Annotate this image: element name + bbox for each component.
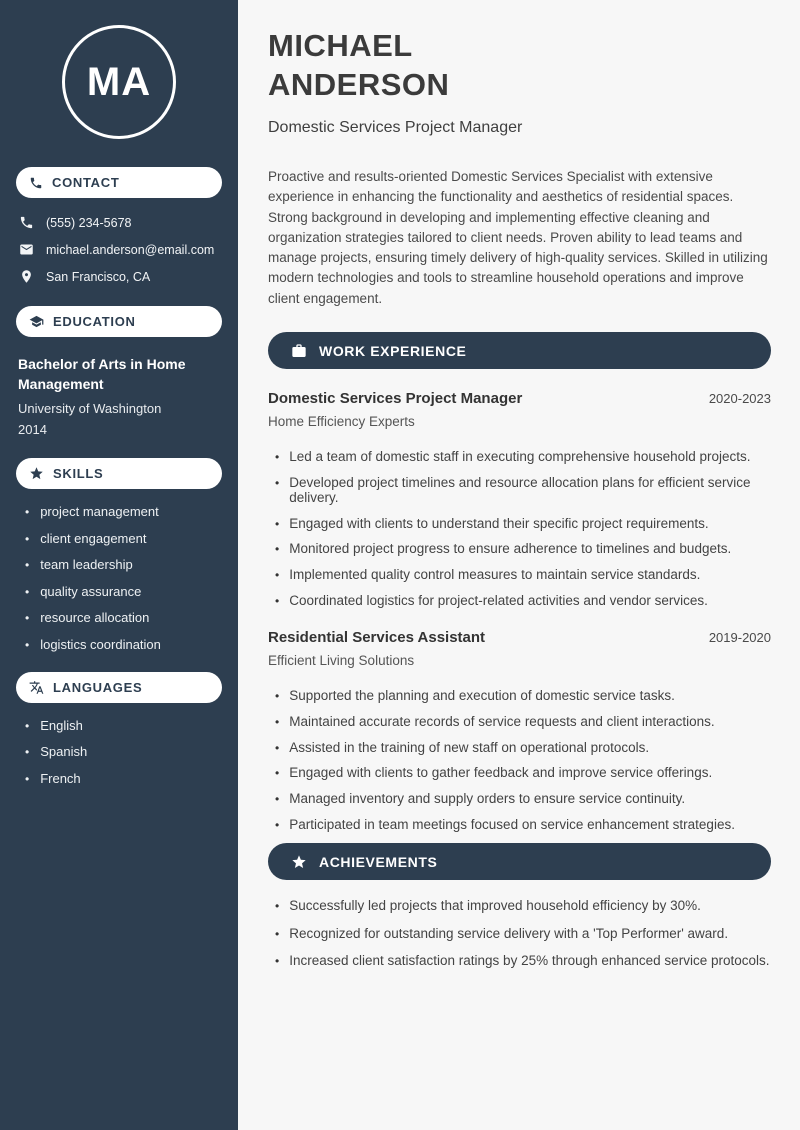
sidebar xyxy=(0,0,238,1130)
contact-location xyxy=(19,269,222,284)
job-bullet-list xyxy=(268,688,771,832)
job-bullet-text: Supported the planning and execution of domestic service tasks. xyxy=(289,688,675,704)
job-bullet xyxy=(275,817,771,832)
achievements-section-title: ACHIEVEMENTS xyxy=(319,853,438,870)
skill-item xyxy=(25,557,222,572)
star-icon xyxy=(291,854,307,870)
job-bullet-text: Assisted in the training of new staff on operational protocols. xyxy=(289,739,650,755)
education-school: University of Washington xyxy=(18,401,162,416)
skill-label: team leadership xyxy=(40,557,133,572)
language-label: English xyxy=(40,717,83,733)
job-bullet-text: Participated in team meetings focused on service enhancement strategies. xyxy=(289,817,735,833)
languages-list xyxy=(16,718,222,786)
person-job-title: Domestic Services Project Manager xyxy=(268,119,523,136)
job-bullet-text: Engaged with clients to gather feedback and improve service offerings. xyxy=(289,765,713,781)
education-degree: Bachelor of Arts in Home Management xyxy=(18,356,186,392)
work-experience-section-title: WORK EXPERIENCE xyxy=(319,342,467,359)
education-year: 2014 xyxy=(18,422,47,437)
achievement-text: Recognized for outstanding service delivery with a 'Top Performer' award. xyxy=(289,925,729,941)
languages-section-header xyxy=(16,672,222,703)
profile-summary: Proactive and results-oriented Domestic Services Specialist with extensive experience in enhancing the functionality and aesthetics of residential spaces. Strong background in developing and implementing effective cleaning and organization strategies tailored to client needs. Proven ability to lead teams and manage projects, ensuring timely delivery of high-quality services. Skilled in utilizing modern technologies and tools to streamline household operations and improve client engagement. xyxy=(268,169,768,306)
bullet-dot: • xyxy=(25,718,30,733)
job-bullet-text: Coordinated logistics for project-related activities and vendor services. xyxy=(289,593,708,609)
skills-section-title: SKILLS xyxy=(53,466,104,481)
contact-email-value: michael.anderson@email.com xyxy=(46,242,215,257)
bullet-dot: • xyxy=(275,450,280,465)
job-header xyxy=(268,629,771,646)
phone-icon xyxy=(29,176,43,190)
education-section-header xyxy=(16,306,222,337)
star-icon xyxy=(29,466,44,481)
skill-item xyxy=(25,610,222,625)
bullet-dot: • xyxy=(25,745,30,759)
bullet-dot: • xyxy=(275,899,280,914)
job-bullet xyxy=(275,714,771,729)
job-bullet-list xyxy=(268,449,771,608)
job-bullet-text: Monitored project progress to ensure adherence to timelines and budgets. xyxy=(289,541,732,557)
achievement-bullet xyxy=(275,953,771,968)
job-bullet xyxy=(275,516,771,531)
job-bullet xyxy=(275,449,771,464)
contact-location-value: San Francisco, CA xyxy=(46,269,151,284)
contact-section-header xyxy=(16,167,222,198)
language-label: French xyxy=(40,770,81,786)
bullet-dot: • xyxy=(275,594,280,609)
language-label: Spanish xyxy=(40,744,88,759)
bullet-dot: • xyxy=(275,926,280,941)
job-title: Residential Services Assistant xyxy=(268,629,486,647)
education-section-title: EDUCATION xyxy=(53,314,136,329)
bullet-dot: • xyxy=(275,475,280,490)
person-name-line2: ANDERSON xyxy=(268,67,450,102)
job-company: Home Efficiency Experts xyxy=(268,414,415,430)
achievement-text: Successfully led projects that improved household efficiency by 30%. xyxy=(289,898,701,914)
achievement-text: Increased client satisfaction ratings by 25% through enhanced service protocols. xyxy=(289,953,770,969)
job-bullet xyxy=(275,765,771,780)
job-bullet xyxy=(275,541,771,556)
bullet-dot: • xyxy=(275,542,280,557)
job-company: Efficient Living Solutions xyxy=(268,653,415,669)
job-bullet-text: Developed project timelines and resource allocation plans for efficient service delivery. xyxy=(289,474,751,505)
education-entry xyxy=(16,354,222,437)
work-experience-section-header xyxy=(268,332,771,369)
skill-item xyxy=(25,637,222,652)
skill-item xyxy=(25,584,222,599)
job-dates: 2019-2020 xyxy=(708,630,771,646)
avatar-initials: MA xyxy=(86,59,152,104)
skill-label: resource allocation xyxy=(40,610,150,625)
language-item xyxy=(25,744,222,759)
language-item xyxy=(25,771,222,786)
skill-item xyxy=(25,504,222,519)
bullet-dot: • xyxy=(275,818,280,833)
job-entry xyxy=(268,390,771,608)
briefcase-icon xyxy=(291,343,307,359)
phone-icon xyxy=(19,215,34,230)
contact-phone-value: (555) 234-5678 xyxy=(46,215,132,230)
bullet-dot: • xyxy=(275,516,280,531)
bullet-dot: • xyxy=(275,740,280,755)
job-bullet xyxy=(275,567,771,582)
translate-icon xyxy=(29,680,44,695)
skill-label: quality assurance xyxy=(40,583,142,599)
job-bullet-text: Maintained accurate records of service requests and client interactions. xyxy=(289,713,715,729)
envelope-icon xyxy=(19,242,34,257)
job-dates: 2020-2023 xyxy=(708,391,771,407)
job-bullet-text: Managed inventory and supply orders to ensure service continuity. xyxy=(289,791,686,807)
bullet-dot: • xyxy=(275,766,280,781)
job-entry xyxy=(268,629,771,832)
bullet-dot: • xyxy=(25,637,30,652)
job-bullet-text: Implemented quality control measures to maintain service standards. xyxy=(289,567,701,583)
achievements-section-header xyxy=(268,843,771,880)
bullet-dot: • xyxy=(275,714,280,729)
contact-email xyxy=(19,242,222,257)
bullet-dot: • xyxy=(275,689,280,704)
job-bullet xyxy=(275,593,771,608)
job-bullet xyxy=(275,688,771,703)
contact-section-title: CONTACT xyxy=(52,175,120,190)
language-item xyxy=(25,718,222,733)
job-bullet xyxy=(275,740,771,755)
job-bullet-text: Led a team of domestic staff in executing comprehensive household projects. xyxy=(289,449,751,465)
skills-list xyxy=(16,504,222,652)
bullet-dot: • xyxy=(25,558,30,572)
job-bullet xyxy=(275,791,771,806)
job-title: Domestic Services Project Manager xyxy=(268,390,523,408)
person-name xyxy=(268,26,771,104)
map-pin-icon xyxy=(19,269,34,284)
achievements-list xyxy=(268,898,771,968)
main-content xyxy=(238,0,800,1130)
graduation-cap-icon xyxy=(29,314,44,329)
bullet-dot: • xyxy=(275,568,280,583)
contact-phone xyxy=(19,215,222,230)
skill-label: logistics coordination xyxy=(40,636,161,652)
achievement-bullet xyxy=(275,898,771,913)
languages-section-title: LANGUAGES xyxy=(53,679,143,695)
skill-item xyxy=(25,531,222,546)
bullet-dot: • xyxy=(275,954,280,969)
achievement-bullet xyxy=(275,926,771,941)
bullet-dot: • xyxy=(25,531,30,546)
bullet-dot: • xyxy=(25,771,30,786)
skill-label: project management xyxy=(40,504,159,519)
bullet-dot: • xyxy=(25,505,30,519)
avatar xyxy=(62,25,176,139)
job-bullet xyxy=(275,475,771,505)
bullet-dot: • xyxy=(25,584,30,599)
bullet-dot: • xyxy=(25,611,30,625)
skill-label: client engagement xyxy=(40,530,147,546)
job-header xyxy=(268,390,771,407)
job-bullet-text: Engaged with clients to understand their specific project requirements. xyxy=(289,515,709,531)
bullet-dot: • xyxy=(275,792,280,807)
skills-section-header xyxy=(16,458,222,489)
person-name-line1: MICHAEL xyxy=(268,28,413,63)
contact-list xyxy=(16,215,222,284)
